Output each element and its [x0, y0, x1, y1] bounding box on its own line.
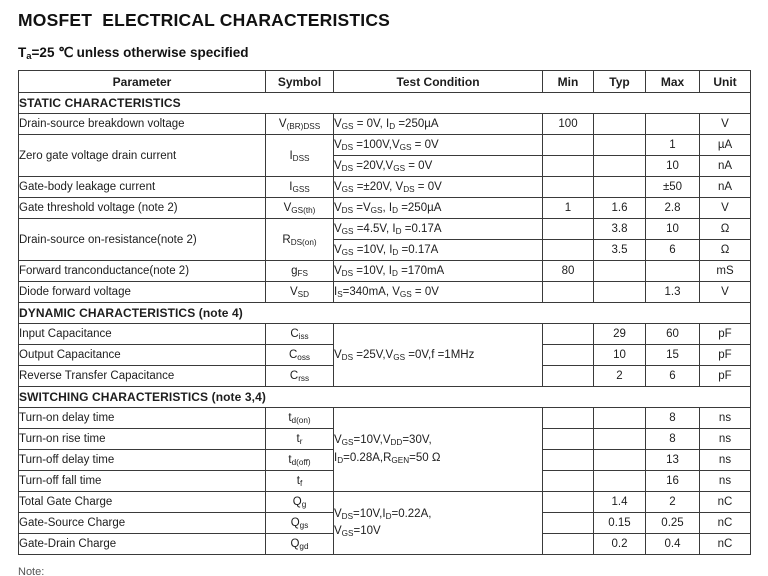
- row-label-total-gate-charge: Total Gate Charge: [19, 492, 266, 513]
- section-row-switching: [19, 387, 751, 408]
- symbol-gfs: $g_{FS}$: [266, 261, 334, 282]
- row-label-gate-body-leakage-current: Gate-body leakage current: [19, 177, 266, 198]
- value-unit: µA: [700, 135, 751, 156]
- test-condition-gate-charge: $V_{DS}=10V,I_D=0.22A$, $V_{GS}=10V$: [334, 492, 543, 555]
- value-min: [543, 534, 594, 555]
- symbol-igss: $I_{GSS}$: [266, 177, 334, 198]
- table-row: [19, 261, 751, 282]
- symbol-vgs-th: $V_{GS(th)}$: [266, 198, 334, 219]
- value-unit: ns: [700, 450, 751, 471]
- symbol-td-on: $t_{d(on)}$: [266, 408, 334, 429]
- row-label-breakdown-voltage: Drain-source breakdown voltage: [19, 114, 266, 135]
- value-unit: Ω: [700, 219, 751, 240]
- test-condition-rds-on-45v: $V_{GS} =4.5V$, $I_D =0.17A$: [334, 219, 543, 240]
- value-typ: 0.2: [594, 534, 646, 555]
- value-max: 60: [646, 324, 700, 345]
- value-max: 0.4: [646, 534, 700, 555]
- test-condition-rds-on-10v: $V_{GS} =10V$, $I_D =0.17A$: [334, 240, 543, 261]
- page-title: MOSFET ELECTRICAL CHARACTERISTICS: [18, 10, 391, 30]
- test-condition-capacitance: $V_{DS} =25V,V_{GS} =0V,f =1MHz$: [334, 324, 543, 387]
- value-max: ±50: [646, 177, 700, 198]
- value-typ: 1.6: [594, 198, 646, 219]
- value-min: [543, 513, 594, 534]
- value-min: [543, 240, 594, 261]
- value-unit: ns: [700, 471, 751, 492]
- column-header-test-condition: Test Condition: [334, 71, 543, 93]
- value-max: 2.8: [646, 198, 700, 219]
- row-label-diode-forward-voltage: Diode forward voltage: [19, 282, 266, 303]
- value-typ: [594, 450, 646, 471]
- table-row: [19, 135, 751, 156]
- value-typ: [594, 261, 646, 282]
- value-min: [543, 324, 594, 345]
- symbol-rds-on: $R_{DS(on)}$: [266, 219, 334, 261]
- table-row: [19, 492, 751, 513]
- value-min: [543, 345, 594, 366]
- value-typ: [594, 429, 646, 450]
- value-min: [543, 282, 594, 303]
- value-max: 1: [646, 135, 700, 156]
- row-label-turn-off-delay-time: Turn-off delay time: [19, 450, 266, 471]
- symbol-vbrdss: $V_{(BR)DSS}$: [266, 114, 334, 135]
- value-min: 80: [543, 261, 594, 282]
- value-max: 2: [646, 492, 700, 513]
- row-label-turn-on-rise-time: Turn-on rise time: [19, 429, 266, 450]
- test-condition-switching: $V_{GS}=10V,V_{DD}=30V$, $I_D=0.28A,R_{GEN}=50$ Ω: [334, 408, 543, 492]
- value-max: 6: [646, 240, 700, 261]
- symbol-qg: $Q_g$: [266, 492, 334, 513]
- row-label-zero-gate-voltage-drain-current: Zero gate voltage drain current: [19, 135, 266, 177]
- value-max: 6: [646, 366, 700, 387]
- value-unit: mS: [700, 261, 751, 282]
- temperature-note-symbol: T: [18, 44, 27, 60]
- value-typ: 1.4: [594, 492, 646, 513]
- value-unit: nA: [700, 156, 751, 177]
- table-row: [19, 177, 751, 198]
- value-min: [543, 492, 594, 513]
- table-row: [19, 282, 751, 303]
- section-label-dynamic: DYNAMIC CHARACTERISTICS (note 4): [19, 303, 751, 324]
- column-header-max: Max: [646, 71, 700, 93]
- value-min: [543, 135, 594, 156]
- column-header-min: Min: [543, 71, 594, 93]
- test-condition-breakdown: $V_{GS} = 0V$, $I_D =250\mu A$: [334, 114, 543, 135]
- symbol-vsd: $V_{SD}$: [266, 282, 334, 303]
- row-label-gate-threshold-voltage: Gate threshold voltage (note 2): [19, 198, 266, 219]
- row-label-output-capacitance: Output Capacitance: [19, 345, 266, 366]
- value-typ: [594, 282, 646, 303]
- row-label-drain-source-on-resistance: Drain-source on-resistance(note 2): [19, 219, 266, 261]
- symbol-coss: $C_{oss}$: [266, 345, 334, 366]
- value-unit: pF: [700, 324, 751, 345]
- symbol-ciss: $C_{iss}$: [266, 324, 334, 345]
- temperature-note-subscript: a: [26, 51, 32, 63]
- value-typ: [594, 408, 646, 429]
- row-label-input-capacitance: Input Capacitance: [19, 324, 266, 345]
- table-row: [19, 114, 751, 135]
- table-row: [19, 324, 751, 345]
- section-row-static: [19, 93, 751, 114]
- value-typ: 29: [594, 324, 646, 345]
- value-unit: V: [700, 198, 751, 219]
- degree-celsius-icon: ℃: [58, 44, 73, 60]
- row-label-turn-on-delay-time: Turn-on delay time: [19, 408, 266, 429]
- value-unit: V: [700, 282, 751, 303]
- value-max: [646, 114, 700, 135]
- symbol-crss: $C_{rss}$: [266, 366, 334, 387]
- value-max: 16: [646, 471, 700, 492]
- symbol-qgd: $Q_{gd}$: [266, 534, 334, 555]
- value-max: 10: [646, 156, 700, 177]
- column-header-typ: Typ: [594, 71, 646, 93]
- value-unit: ns: [700, 408, 751, 429]
- value-max: 10: [646, 219, 700, 240]
- value-typ: [594, 114, 646, 135]
- value-min: [543, 471, 594, 492]
- value-max: 8: [646, 408, 700, 429]
- value-min: [543, 366, 594, 387]
- value-max: 13: [646, 450, 700, 471]
- row-label-turn-off-fall-time: Turn-off fall time: [19, 471, 266, 492]
- test-condition-idss-20v: $V_{DS} =20V,V_{GS} = 0V$: [334, 156, 543, 177]
- test-condition-igss: $V_{GS} =\pm 20V$, $V_{DS} = 0V$: [334, 177, 543, 198]
- value-unit: nC: [700, 534, 751, 555]
- symbol-td-off: $t_{d(off)}$: [266, 450, 334, 471]
- value-typ: [594, 471, 646, 492]
- value-min: [543, 177, 594, 198]
- value-typ: 0.15: [594, 513, 646, 534]
- column-header-symbol: Symbol: [266, 71, 334, 93]
- value-max: [646, 261, 700, 282]
- temperature-note: [18, 45, 750, 61]
- symbol-tr: $t_r$: [266, 429, 334, 450]
- value-unit: pF: [700, 366, 751, 387]
- value-unit: V: [700, 114, 751, 135]
- value-min: [543, 219, 594, 240]
- footer-note: Note:: [18, 566, 45, 576]
- table-row: [19, 198, 751, 219]
- section-row-dynamic: [19, 303, 751, 324]
- value-typ: 2: [594, 366, 646, 387]
- value-unit: nC: [700, 513, 751, 534]
- value-min: [543, 408, 594, 429]
- value-max: 0.25: [646, 513, 700, 534]
- value-min: [543, 450, 594, 471]
- row-label-forward-tranconductance: Forward tranconductance(note 2): [19, 261, 266, 282]
- temperature-note-value: =25: [31, 44, 55, 60]
- value-unit: Ω: [700, 240, 751, 261]
- value-typ: [594, 156, 646, 177]
- value-min: [543, 156, 594, 177]
- value-min: [543, 429, 594, 450]
- temperature-note-text: unless otherwise specified: [76, 44, 249, 60]
- electrical-characteristics-table: [18, 70, 751, 555]
- value-typ: 3.8: [594, 219, 646, 240]
- value-min: 100: [543, 114, 594, 135]
- column-header-parameter: Parameter: [19, 71, 266, 93]
- row-label-gate-source-charge: Gate-Source Charge: [19, 513, 266, 534]
- value-max: 15: [646, 345, 700, 366]
- value-unit: nC: [700, 492, 751, 513]
- test-condition-idss-100v: $V_{DS} =100V,V_{GS} = 0V$: [334, 135, 543, 156]
- symbol-idss: $I_{DSS}$: [266, 135, 334, 177]
- value-typ: 10: [594, 345, 646, 366]
- value-max: 8: [646, 429, 700, 450]
- table-row: [19, 219, 751, 240]
- value-unit: nA: [700, 177, 751, 198]
- test-condition-vsd: $I_S=340mA$, $V_{GS} = 0V$: [334, 282, 543, 303]
- column-header-unit: Unit: [700, 71, 751, 93]
- symbol-tf: $t_f$: [266, 471, 334, 492]
- test-condition-gfs: $V_{DS} =10V$, $I_D =170mA$: [334, 261, 543, 282]
- section-label-static: STATIC CHARACTERISTICS: [19, 93, 751, 114]
- value-typ: [594, 177, 646, 198]
- value-unit: pF: [700, 345, 751, 366]
- value-typ: 3.5: [594, 240, 646, 261]
- value-typ: [594, 135, 646, 156]
- value-unit: ns: [700, 429, 751, 450]
- row-label-reverse-transfer-capacitance: Reverse Transfer Capacitance: [19, 366, 266, 387]
- section-label-switching: SWITCHING CHARACTERISTICS (note 3,4): [19, 387, 751, 408]
- table-row: [19, 408, 751, 429]
- value-min: 1: [543, 198, 594, 219]
- table-header-row: [19, 71, 751, 93]
- value-max: 1.3: [646, 282, 700, 303]
- row-label-gate-drain-charge: Gate-Drain Charge: [19, 534, 266, 555]
- test-condition-vgs-th: $V_{DS} =V_{GS}$, $I_D =250\mu A$: [334, 198, 543, 219]
- symbol-qgs: $Q_{gs}$: [266, 513, 334, 534]
